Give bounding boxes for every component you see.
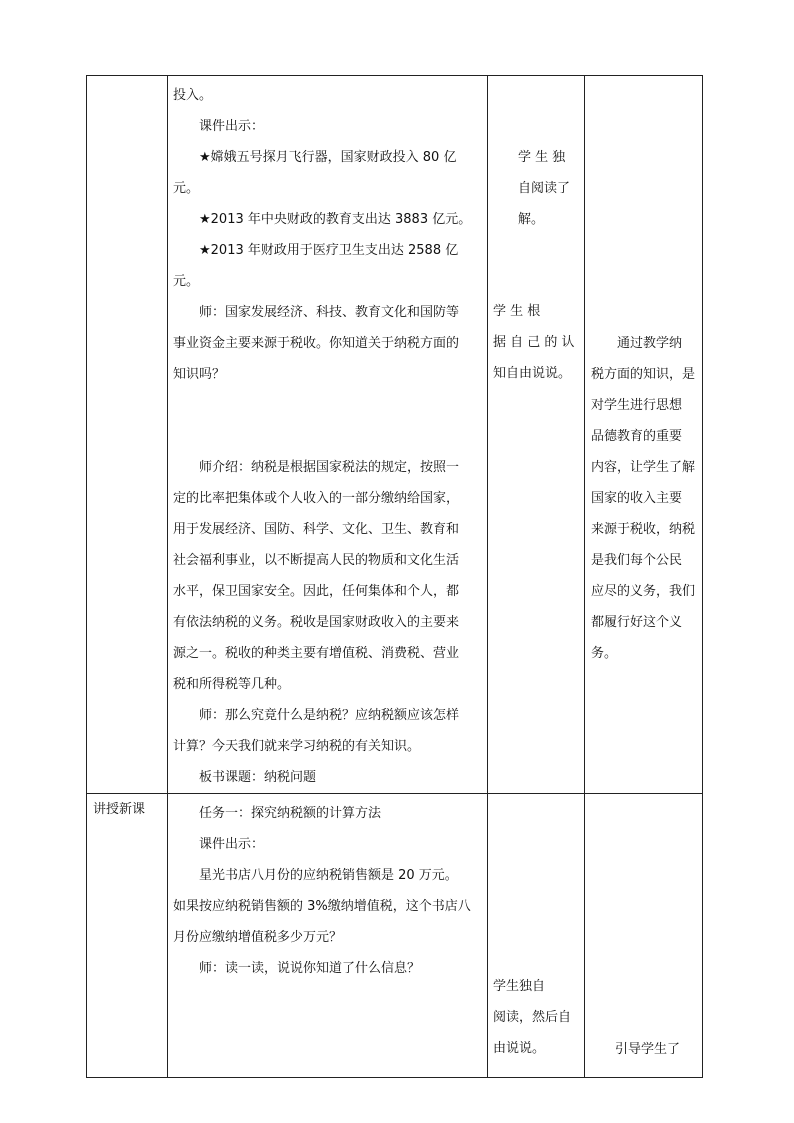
text-line: 师介绍：纳税是根据国家税法的规定，按照一: [199, 460, 460, 475]
text-line: 应尽的义务，我们: [591, 584, 696, 599]
student-activity-cell: [488, 794, 585, 1078]
text-line: 通过教学纳: [617, 336, 683, 351]
text-line: 学 生 根: [493, 304, 541, 319]
table-row: [87, 76, 703, 794]
table-row: [87, 794, 703, 1078]
text-line: 有依法纳税的义务。税收是国家财政收入的主要来: [173, 615, 460, 630]
text-line: 投入。: [173, 88, 213, 103]
text-line: 如果按应纳税销售额的 3%缴纳增值税，这个书店八: [173, 899, 471, 914]
text-line: 是我们每个公民: [591, 553, 683, 568]
text-line: 内容，让学生了解: [591, 460, 696, 475]
text-line: 水平，保卫国家安全。因此，任何集体和个人，都: [173, 584, 460, 599]
teacher-activity-cell: [168, 794, 488, 1078]
text-line: 学 生 独: [518, 150, 566, 165]
text-line: 国家的收入主要: [591, 491, 683, 506]
text-line: 师：那么究竟什么是纳税？应纳税额应该怎样: [199, 708, 460, 723]
student-activity-read: [493, 971, 571, 1064]
student-activity-read: [518, 142, 584, 235]
text-line: 引导学生了: [615, 1042, 681, 1057]
lesson-plan-table: [86, 75, 703, 1078]
text-line: 计算？今天我们就来学习纳税的有关知识。: [173, 739, 421, 754]
stage-cell: [87, 794, 168, 1078]
text-line: 由说说。: [493, 1041, 546, 1056]
text-line: 阅读，然后自: [493, 1010, 572, 1025]
text-line: 学生独自: [493, 979, 546, 994]
text-line: 据 自 己 的 认: [493, 335, 575, 350]
text-line: 都履行好这个义: [591, 615, 683, 630]
text-line: 知自由说说。: [493, 366, 572, 381]
design-intent-cell: [585, 76, 703, 794]
design-intent-cell: [585, 794, 703, 1078]
text-line: 师：读一读，说说你知道了什么信息？: [199, 961, 421, 976]
teacher-activity-text: [168, 76, 487, 793]
text-line: [173, 421, 481, 452]
text-line: 板书课题：纳税问题: [199, 770, 317, 785]
text-line: 课件出示：: [199, 837, 265, 852]
stage-label: 讲授新课: [93, 802, 146, 817]
text-line: 社会福利事业，以不断提高人民的物质和文化生活: [173, 553, 460, 568]
text-line: ★2013 年中央财政的教育支出达 3883 亿元。: [199, 212, 472, 227]
text-line: 月份应缴纳增值税多少万元？: [173, 930, 343, 945]
text-line: 源之一。税收的种类主要有增值税、消费税、营业: [173, 646, 460, 661]
text-line: 税方面的知识，是: [591, 367, 696, 382]
text-line: 知识吗？: [173, 367, 226, 382]
stage-cell: [87, 76, 168, 794]
text-line: 用于发展经济、国防、科学、文化、卫生、教育和: [173, 522, 460, 537]
text-line: 事业资金主要来源于税收。你知道关于纳税方面的: [173, 336, 460, 351]
text-line: 星光书店八月份的应纳税销售额是 20 万元。: [199, 868, 458, 883]
teacher-activity-text: [168, 794, 487, 984]
design-intent-text: [591, 328, 701, 669]
design-intent-text: [615, 1034, 680, 1065]
text-line: 任务一：探究纳税额的计算方法: [199, 806, 382, 821]
text-line: 务。: [591, 646, 618, 661]
text-line: 师：国家发展经济、科技、教育文化和国防等: [199, 305, 460, 320]
text-line: 对学生进行思想: [591, 398, 683, 413]
student-activity-discuss: [493, 296, 575, 389]
text-line: 税和所得税等几种。: [173, 677, 291, 692]
student-activity-cell: [488, 76, 585, 794]
text-line: 定的比率把集体或个人收入的一部分缴纳给国家，: [173, 491, 460, 506]
text-line: ★2013 年财政用于医疗卫生支出达 2588 亿元。: [173, 243, 459, 289]
text-line: ★嫦娥五号探月飞行器，国家财政投入 80 亿元。: [173, 150, 457, 196]
teacher-activity-cell: [168, 76, 488, 794]
text-line: 品德教育的重要: [591, 429, 683, 444]
text-line: [173, 390, 481, 421]
text-line: 课件出示：: [199, 119, 265, 134]
text-line: 自阅读了解。: [518, 181, 571, 227]
stage-label: [87, 76, 167, 82]
text-line: 来源于税收，纳税: [591, 522, 696, 537]
